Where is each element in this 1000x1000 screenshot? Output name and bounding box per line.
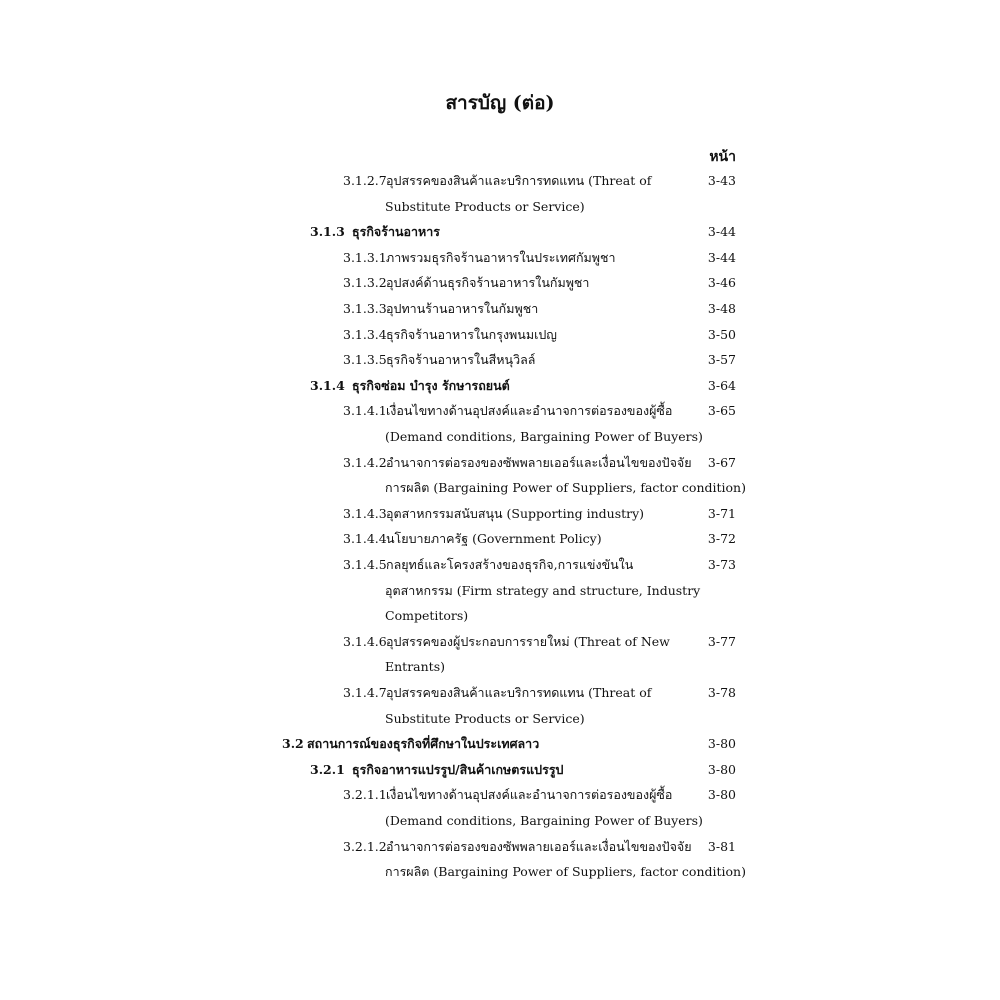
toc-entry-page: 3-57 — [707, 352, 736, 368]
toc-entry-page: 3-43 — [707, 173, 736, 188]
toc-entry-number: 3.1.3.1 — [343, 249, 387, 265]
toc-entry — [343, 556, 633, 574]
toc-entry — [310, 761, 563, 779]
toc-entry — [310, 223, 440, 241]
toc-entry — [343, 786, 672, 804]
toc-entry-page: 3-81 — [707, 838, 736, 854]
toc-entry-page: 3-80 — [707, 761, 736, 777]
toc-entry — [343, 249, 616, 267]
toc-entry — [343, 402, 672, 420]
toc-entry-page: 3-44 — [707, 249, 736, 265]
toc-entry-continuation: (Demand conditions, Bargaining Power of Buyers) — [385, 813, 703, 828]
toc-entry-number: 3.1.2.7 — [343, 173, 387, 188]
toc-entry — [343, 274, 589, 292]
toc-entry-page: 3-80 — [707, 787, 736, 803]
toc-entry-continuation: การผลิต (Bargaining Power of Suppliers, factor condition) — [385, 480, 746, 496]
toc-entry — [343, 300, 538, 318]
page-title: สารบัญ (ต่อ) — [445, 92, 555, 114]
toc-entry-title: อุปสรรคของสินค้าและบริการทดแทน (Threat of — [386, 685, 652, 700]
toc-entry-number: 3.2.1.1 — [343, 787, 387, 803]
toc-entry — [343, 838, 692, 856]
toc-entry-title: อำนาจการต่อรองของซัพพลายเออร์และเงื่อนไขของปัจจัย — [386, 454, 692, 470]
toc-entry-title: นโยบายภาครัฐ (Government Policy) — [386, 531, 602, 547]
toc-entry-number: 3.1.3.4 — [343, 326, 387, 342]
page-column-label: หน้า — [709, 149, 736, 165]
toc-entry-number: 3.1.4.4 — [343, 531, 387, 547]
toc-entry-number: 3.2.1.2 — [343, 838, 387, 854]
toc-entry-continuation: Substitute Products or Service) — [385, 198, 585, 214]
toc-entry-title: ธุรกิจอาหารแปรรูป/สินค้าเกษตรแปรรูป — [352, 761, 564, 777]
toc-entry-page: 3-80 — [707, 736, 736, 752]
toc-entry-continuation: อุตสาหกรรม (Firm strategy and structure, Industry — [385, 582, 701, 598]
toc-entry-page: 3-78 — [707, 685, 736, 700]
toc-entry-number: 3.1.4.2 — [343, 454, 387, 470]
toc-entry — [343, 326, 557, 344]
toc-entry — [343, 530, 602, 548]
toc-entry-title: กลยุทธ์และโครงสร้างของธุรกิจ,การแข่งขันใน — [386, 557, 634, 572]
toc-entry-page: 3-48 — [707, 301, 736, 316]
toc-entry-number: 3.1.3 — [310, 224, 345, 240]
toc-entry-page: 3-73 — [707, 557, 736, 572]
toc-entry-page: 3-44 — [707, 224, 736, 240]
toc-entry-page: 3-64 — [707, 377, 736, 393]
toc-entry-title: อุปทานร้านอาหารในกัมพูชา — [386, 301, 539, 316]
toc-entry-number: 3.1.4.5 — [343, 557, 387, 572]
toc-entry — [343, 684, 651, 702]
toc-entry-page: 3-71 — [707, 505, 736, 521]
toc-entry-number: 3.1.4.1 — [343, 403, 387, 419]
toc-entry-title: ธุรกิจร้านอาหารในสีหนุวิลล์ — [386, 352, 536, 368]
toc-entry-title: เงื่อนไขทางด้านอุปสงค์และอำนาจการต่อรองของผู้ซื้อ — [386, 403, 673, 419]
toc-entry — [343, 172, 651, 190]
toc-entry-title: อุปสรรคของผู้ประกอบการรายใหม่ (Threat of New — [386, 633, 670, 649]
toc-entry-title: ธุรกิจซ่อม บำรุง รักษารถยนต์ — [352, 377, 510, 393]
toc-entry — [343, 351, 535, 369]
toc-entry-number: 3.1.4.3 — [343, 505, 387, 521]
toc-entry-title: อุปสรรคของสินค้าและบริการทดแทน (Threat of — [386, 173, 652, 188]
toc-entry-page: 3-50 — [707, 326, 736, 342]
toc-entry-page: 3-46 — [707, 275, 736, 291]
toc-entry-continuation: Substitute Products or Service) — [385, 710, 585, 726]
toc-entry-continuation: Competitors) — [385, 608, 469, 624]
toc-entry-title: อุปสงค์ด้านธุรกิจร้านอาหารในกัมพูชา — [386, 275, 590, 291]
toc-entry-title: สถานการณ์ของธุรกิจที่ศึกษาในประเทศลาว — [307, 736, 540, 752]
toc-entry-title: อำนาจการต่อรองของซัพพลายเออร์และเงื่อนไขของปัจจัย — [386, 838, 692, 854]
toc-entry-number: 3.1.4.6 — [343, 633, 387, 649]
toc-entry-number: 3.2 — [282, 736, 304, 752]
toc-entry — [343, 454, 692, 472]
toc-entry-continuation: การผลิต (Bargaining Power of Suppliers, factor condition) — [385, 864, 746, 880]
toc-entry — [282, 735, 539, 753]
toc-entry-title: ภาพรวมธุรกิจร้านอาหารในประเทศกัมพูชา — [386, 249, 616, 265]
toc-entry-number: 3.2.1 — [310, 761, 345, 777]
toc-entry-title: ธุรกิจร้านอาหาร — [352, 224, 441, 240]
toc-entry-title: เงื่อนไขทางด้านอุปสงค์และอำนาจการต่อรองของผู้ซื้อ — [386, 787, 673, 803]
toc-entry-page: 3-77 — [707, 633, 736, 649]
toc-entry-number: 3.1.4 — [310, 377, 345, 393]
toc-entry-page: 3-72 — [707, 531, 736, 547]
toc-entry-page: 3-65 — [707, 403, 736, 419]
toc-entry-number: 3.1.3.2 — [343, 275, 387, 291]
toc-entry-number: 3.1.4.7 — [343, 685, 387, 700]
toc-entry-title: ธุรกิจร้านอาหารในกรุงพนมเปญ — [386, 326, 557, 342]
toc-entry — [343, 505, 644, 523]
toc-entry-number: 3.1.3.5 — [343, 352, 387, 368]
toc-entry-title: อุตสาหกรรมสนับสนุน (Supporting industry) — [386, 505, 645, 521]
toc-entry-number: 3.1.3.3 — [343, 301, 387, 316]
toc-entry-continuation: (Demand conditions, Bargaining Power of Buyers) — [385, 429, 703, 444]
toc-entry — [343, 633, 670, 651]
toc-entry-continuation: Entrants) — [385, 659, 445, 675]
toc-entry-page: 3-67 — [707, 454, 736, 470]
toc-entry — [310, 377, 510, 395]
